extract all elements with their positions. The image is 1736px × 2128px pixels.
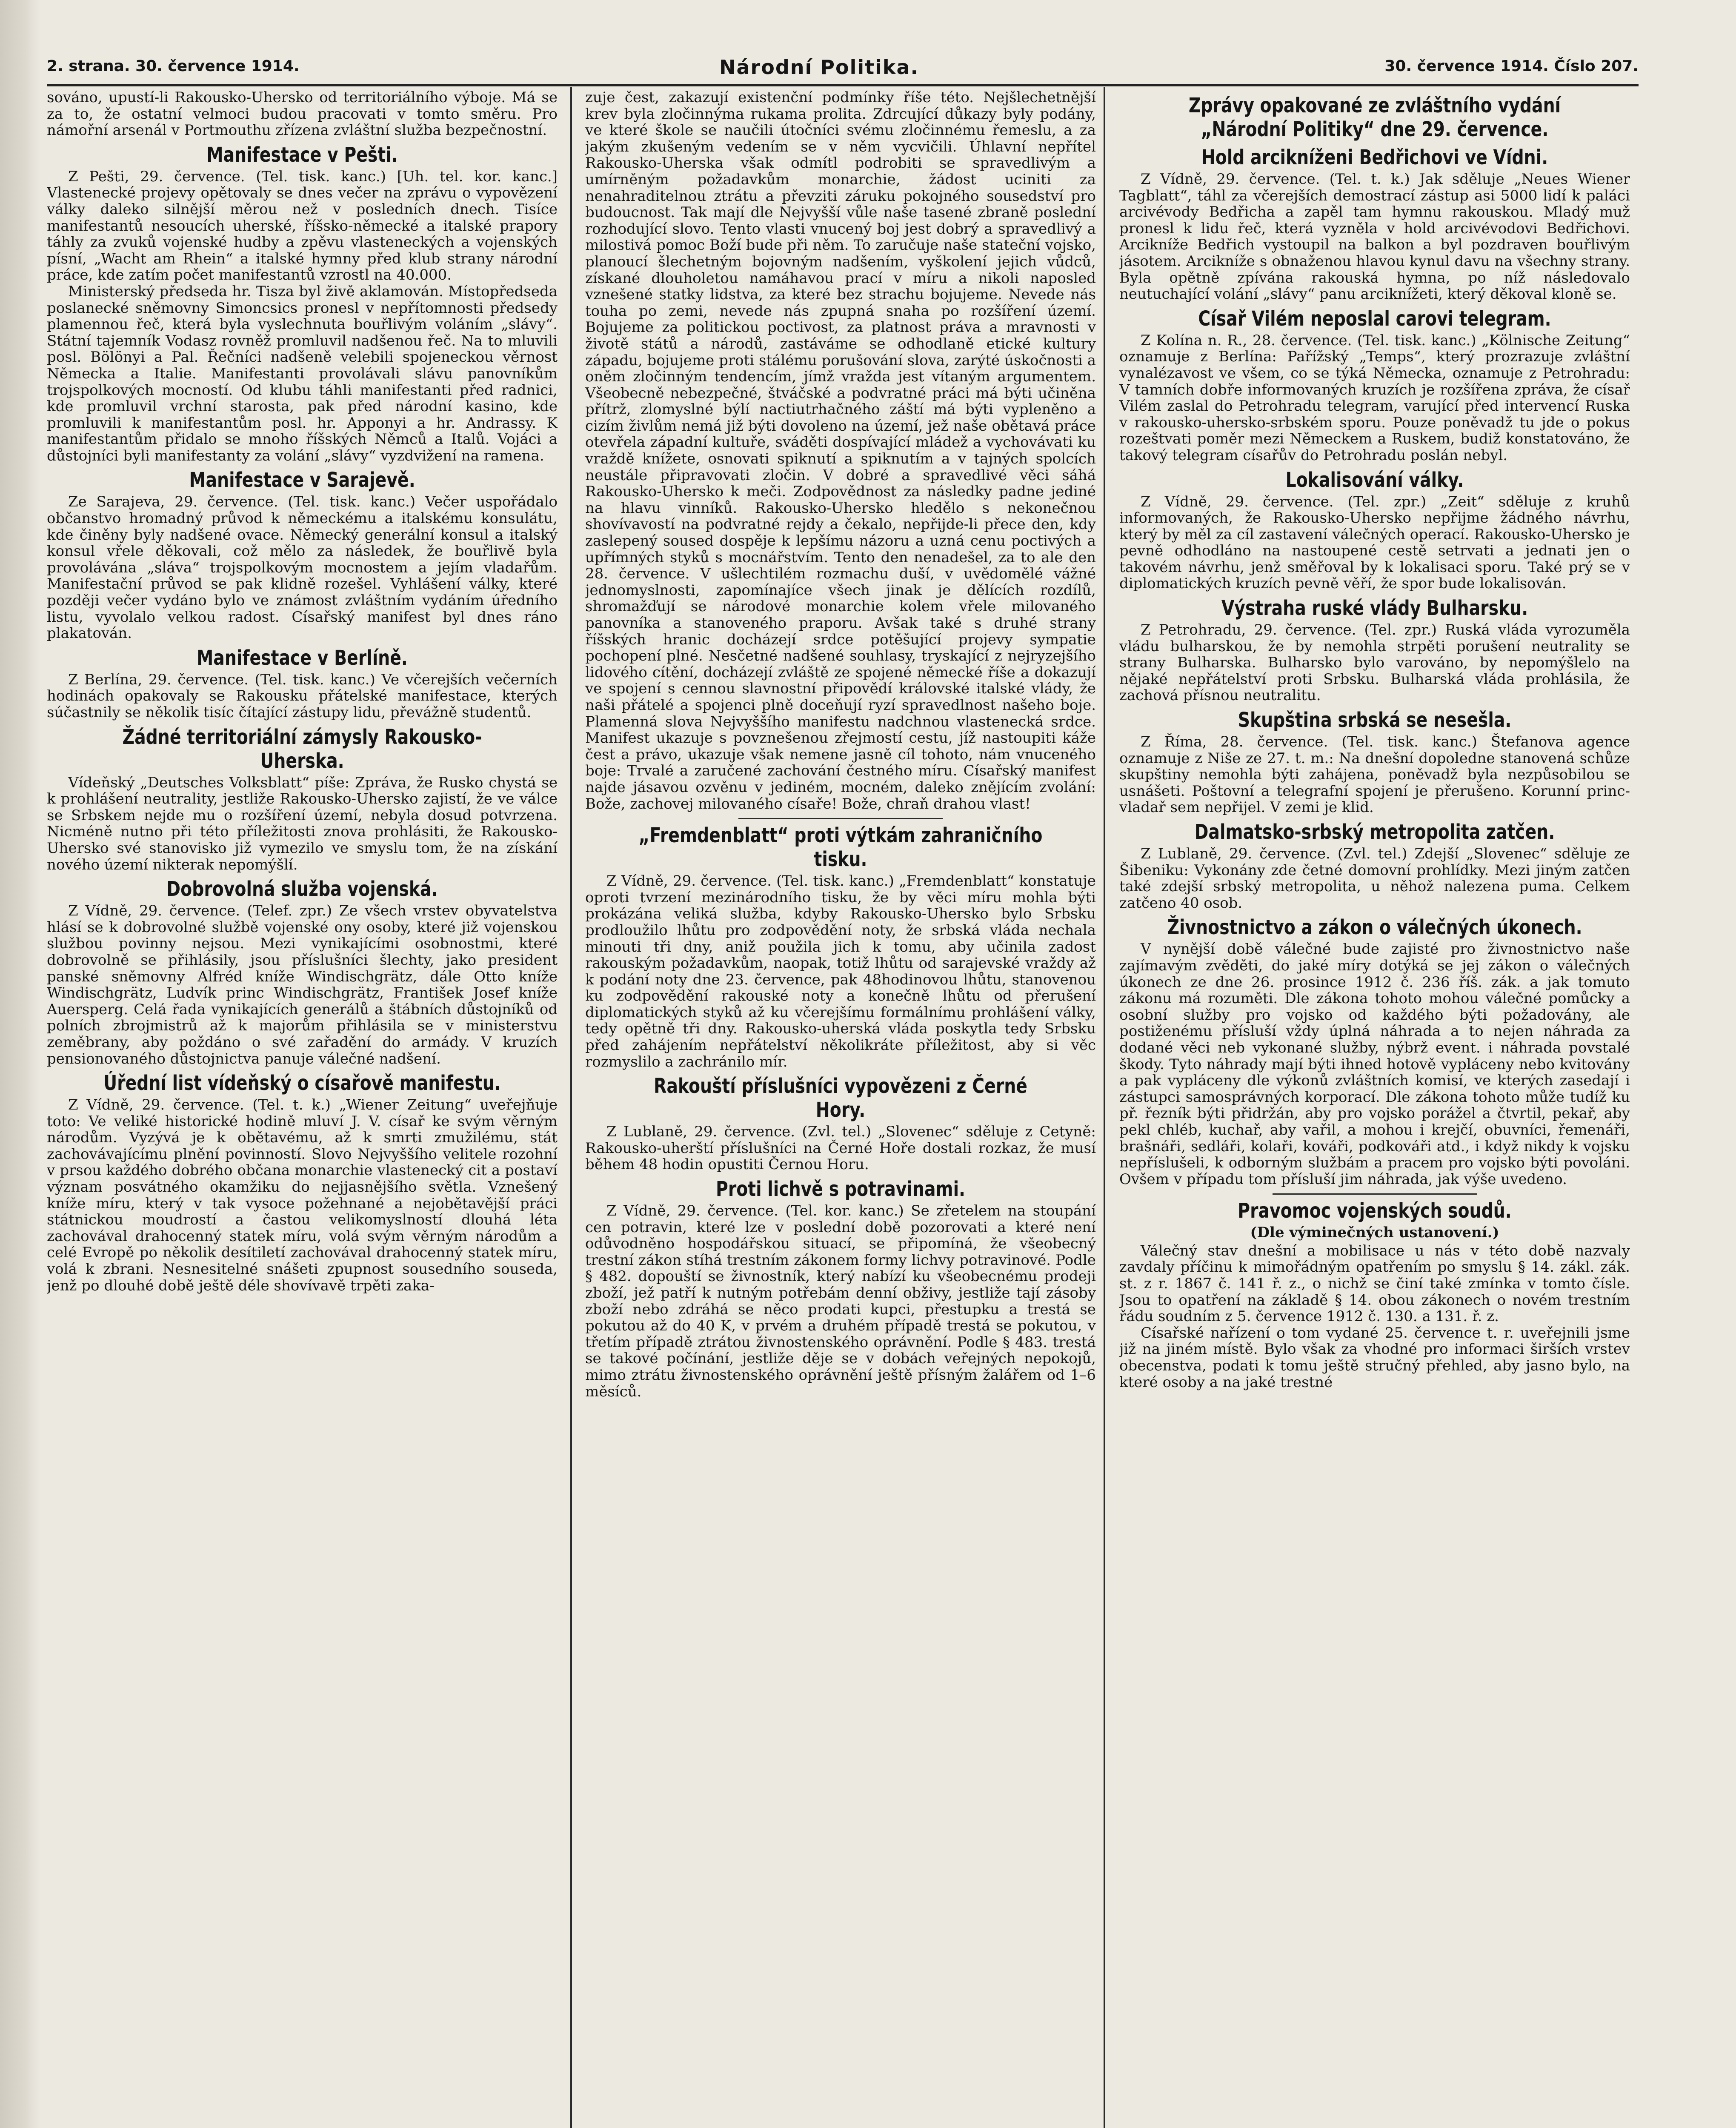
headline-skupstina: Skupština srbská se nesešla. bbox=[1238, 708, 1512, 732]
column-1 bbox=[47, 89, 558, 2128]
section-rule bbox=[1273, 1193, 1477, 1195]
article-body: Z Pešti, 29. července. (Tel. tisk. kanc.) [Uh. tel. kor. kanc.] Vlastenecké projevy opětovaly se dnes večer na zprávu o vypovězení války daleko silnější měrou než v posledních dnech. Tisíce manifestantů nesoucích uherské, říšsko-německé a italské prapory táhly za zvuků vojenské hudby a zpěvu vlasteneckých a vojenských písní, „Wacht am Rhein“ a italské hymny před klub strany národní práce, kde zatím počet manifestantů vzrostl na 40.000. bbox=[47, 168, 558, 284]
headline-trades-war-law: Živnostnictvo a zákon o válečných úkonech. bbox=[1167, 915, 1582, 940]
headline-official-gazette: Úřední list vídeňský o císařově manifestu. bbox=[103, 1071, 501, 1095]
column-rule-2 bbox=[1104, 87, 1105, 2128]
headline-volunteer-service: Dobrovolná služba vojenská. bbox=[166, 877, 438, 901]
masthead-title: Národní Politika. bbox=[719, 56, 919, 79]
headline-metropolitan-arrested: Dalmatsko-srbský metropolita zatčen. bbox=[1194, 820, 1555, 844]
article-body: Válečný stav dnešní a mobilisace u nás v této době nazvaly zavdaly příčinu k mimořádným opatřením po smyslu § 14. zákl. zák. st. z r. 1867 č. 141 ř. z., o nichž se činí také zmínka v tomto čísle. Jsou to opatření na základě § 14. obou zákonech o novém trestním řádu soudním z 5. července 1912 č. 130. a 131. ř. z. bbox=[1119, 1242, 1630, 1325]
section-rule bbox=[738, 818, 943, 819]
headline-food-usury: Proti lichvě s potravinami. bbox=[715, 1177, 966, 1201]
article-body: Z Vídně, 29. července. (Tel. kor. kanc.) Se zřetelem na stoupání cen potravin, které lze v poslední době pozorovati a které není odůvodněno hospodářskou situací, se připomíná, že všeobecný trestní zákon stíhá trestním zákonem formy lichvy potravinové. Podle § 482. dopouští se živnostník, který nabízí ku všeobecnému prodeji zboží, jež patří k nutným potřebám denní obživy, jestliže tají zásoby zboží nebo zdráhá se něco prodati kupci, přestupku a trestá se pokutou až do 40 K, v prvém a druhém případě trestá se pokutou, v třetím případě ztrátou živnostenského oprávnění. Podle § 483. trestá se takové počínání, jestliže děje se v dobách veřejných nepokojů, mimo ztrátu živnostenského oprávnění ještě přísným žalářem od 1–6 měsíců. bbox=[585, 1202, 1096, 1400]
article-body: Ministerský předseda hr. Tisza byl živě aklamován. Místopředseda poslanecké sněmovny Simoncsics pronesl v nepřítomnosti předsedy plamennou řeč, která byla vyslechnuta bouřlivým voláním „slávy“. Státní tajemník Vodasz rovněž promluvil nadšenou řeč. Na to mluvili posl. Bölönyi a Pal. Řečníci nadšeně velebili spojeneckou věrnost Německa a Italie. Manifestanti provolávali slávu panovníkům trojspolkových mocností. Od klubu táhli manifestanti před radnici, kde promluvil vrchní starosta, pak před národní kasino, kde promluvili k manifestantům posl. hr. Apponyi a hr. Andrassy. K manifestantům přidalo se mnoho říšských Němců a Italů. Vojáci a důstojníci byli manifestanty za volání „slávy“ vyzdvižení na ramena. bbox=[47, 283, 558, 464]
header-date-issue: 30. července 1914. Číslo 207. bbox=[1384, 57, 1639, 75]
article-body: V nynější době válečné bude zajisté pro živnostnictvo naše zajímavým zvěděti, do jaké míry dotýká se jej zákon o válečných úkonech ze dne 26. prosince 1912 č. 236 říš. zák. a jak tomuto zákonu má rozuměti. Dle zákona tohoto mohou válečné pomůcky a osobní služby pro vojsko od každého býti požadovány, ale postiženému přísluší vždy úplná náhrada a to nejen náhrada za dodané věci neb vykonané služby, nýbrž event. i náhrada povstalé škody. Tyto náhrady mají býti ihned hotově vypláceny nebo kvitovány a pak vypláceny dle výkonů zvláštních komisí, ve kterých zasedají i zástupci samosprávných korporací. Dle zákona tohoto může tudíž ku př. řezník býti přidržán, aby pro vojsko porážel a čtvrtil, pekař, aby pekl chléb, kuchař, aby vařil, a mohou i krejčí, obuvníci, řemenáři, brašnáři, sedláři, kolaři, kováři, podkováři atd., i když nikdy k vojsku nepříslušeli, k odborným službám a pracem pro vojsko býti povoláni. Ovšem v případu tom přísluší jim náhrada, jak výše uvedeno. bbox=[1119, 941, 1630, 1188]
article-body: Z Vídně, 29. července. (Tel. zpr.) „Zeit“ sděluje z kruhů informovaných, že Rakousko-Uhersko nepřijme žádného návrhu, který by měl za cíl zastavení válečných operací. Rakousko-Uhersko je pevně odhodláno na nastoupené cestě setrvati a jednati jen o takovém návrhu, jenž směřoval by k lokalisaci sporu. Také prý se v diplomatických kruzích pevně věří, že spor bude lokalisován. bbox=[1119, 493, 1630, 592]
headline-special-edition: Zprávy opakované ze zvláštního vydání „Národní Politiky“ dne 29. července. bbox=[1188, 94, 1561, 141]
continued-text: sováno, upustí-li Rakousko-Uhersko od territoriálního výboje. Má se za to, že ostatní velmoci budou pracovati v tomto směru. Pro námořní arsenál v Portmouthu zřízena zvláštní služba bezpečnostní. bbox=[47, 89, 558, 139]
article-body: Z Petrohradu, 29. července. (Tel. zpr.) Ruská vláda vyrozuměla vládu bulharskou, že by nemohla strpěti porušení neutrality se strany Bulharska. Bulharsko bylo varováno, by nepomýšlelo na nějaké nepřátelství proti Srbsku. Bulharská vláda prohlásila, že zachová přísnou neutralitu. bbox=[1119, 621, 1630, 704]
article-body: Z Berlína, 29. července. (Tel. tisk. kanc.) Ve včerejších večerních hodinách opakovaly se Rakousku přátelské manifestace, kterých súčastnily se několik tisíc čítající zástupy lidu, převážně studentů. bbox=[47, 671, 558, 721]
header-page-date: 2. strana. 30. července 1914. bbox=[47, 57, 300, 75]
headline-manifestace-sarajevo: Manifestace v Sarajevě. bbox=[189, 468, 415, 492]
article-body: Z Lublaně, 29. července. (Zvl. tel.) „Slovenec“ sděluje z Cetyně: Rakousko-uherští příslušníci na Černé Hoře dostali rozkaz, že musí během 48 hodin opustiti Černou Horu. bbox=[585, 1123, 1096, 1173]
headline-expelled-montenegro: Rakouští příslušníci vypovězeni z Černé Hory. bbox=[654, 1074, 1027, 1122]
article-body: Vídeňský „Deutsches Volksblatt“ píše: Zpráva, že Rusko chystá se k prohlášení neutrality, jestliže Rakousko-Uhersko zajistí, že ve válce se Srbskem nejde mu o rozšíření území, nebyla dosud potvrzena. Nicméně nutno při této příležitosti znova prohlásiti, že Rakousko-Uhersko své stanovisko již vymezilo ve smyslu tom, že na získání nového území nikterak nepomýšlí. bbox=[47, 774, 558, 873]
article-body: Z Vídně, 29. července. (Tel. tisk. kanc.) „Fremdenblatt“ konstatuje oproti tvrzení mezinárodního tisku, že by věci míru mohla býti prokázána veliká služba, kdyby Rakousko-Uhersko bylo Srbsku prodloužilo lhůtu pro zodpovědění noty, že srbská vláda nechala minouti tři dny, aniž použila jich k tomu, aby učinila zadost rakouským požadavkům, naopak, totiž lhůtu od sarajevské vraždy až k podání noty dne 23. července, pak 48hodinovou lhůtu, stanovenou ku zodpovědění rakouské noty a konečně lhůtu od přerušení diplomatických styků až ku včerejšímu formálnímu prohlášení války, tedy opětně tři dny. Rakousko-uherská vláda poskytla tedy Srbsku před zahájením nepřátelství několikráte příležitost, aby si věc rozmyslilo a zachránilo mír. bbox=[585, 872, 1096, 1070]
headline-territorial-claims: Žádné territoriální zámysly Rakousko-Uherska. bbox=[122, 725, 482, 773]
article-body: Z Kolína n. R., 28. července. (Tel. tisk. kanc.) „Kölnische Zeitung“ oznamuje z Berlína: Pařížský „Temps“, který prozrazuje zvláštní vynalézavost ve všem, co se týká Německa, oznamuje z Petrohradu: V tamních dobře informovaných kruzích je rozšířena zpráva, že císař Vilém zaslal do Petrohradu telegram, varující před intervencí Ruska v rakousko-uhersko-srbském sporu. Pouze poněvadž tu jde o pokus rozeštvati poměr mezi Německem a Ruskem, budiž konstatováno, že takový telegram císařův do Petrohradu poslán nebyl. bbox=[1119, 332, 1630, 464]
article-body: Z Vídně, 29. července. (Tel. t. k.) Jak sděluje „Neues Wiener Tagblatt“, táhl za včerejších demostrací zástup asi 5000 lidí k paláci arcivévody Bedřicha a zapěl tam hymnu rakouskou. Mladý muž pronesl k lidu řeč, která vyzněla v hold arcivévodovi Bedřichovi. Arcikníže Bedřich vystoupil na balkon a byl pozdraven bouřlivým jásotem. Arcikníže s obnaženou hlavou kynul davu na všechny strany. Byla opětně zpívána rakouská hymna, po níž následovalo neutuchající volání „slávy“ panu arciknížeti, který děkoval kloně se. bbox=[1119, 171, 1630, 303]
header-rule bbox=[47, 84, 1639, 86]
subheadline: (Dle výminečných ustanovení.) bbox=[1250, 1224, 1499, 1241]
headline-manifestace-berlin: Manifestace v Berlíně. bbox=[197, 646, 408, 670]
headline-manifestace-pest: Manifestace v Pešti. bbox=[206, 143, 398, 167]
article-body: Z Lublaně, 29. července. (Zvl. tel.) Zdejší „Slovenec“ sděluje ze Šibeniku: Vykonány zde četné domovní prohlídky. Mezi jiným zatčen také zdejší srbský metropolita, u něhož nalezena puma. Celkem zatčeno 40 osob. bbox=[1119, 845, 1630, 912]
column-2 bbox=[585, 89, 1096, 2128]
article-body: Z Vídně, 29. července. (Telef. zpr.) Ze všech vrstev obyvatelstva hlásí se k dobrovolné službě vojenské ony osoby, které již vojenskou službou povinny nejsou. Mezi vynikajícími osobnostmi, které dobrovolně se přihlásily, jsou příslušníci šlechty, jako president panské sněmovny Alfréd kníže Windischgrätz, dále Otto kníže Windischgrätz, Ludvík princ Windischgrätz, František Josef kníže Auersperg. Celá řada vynikajících generálů a štábních důstojníků od polních zbrojmistrů až k majorům přihlásila se v ministerstvu zeměbrany, aby poždáno o své zařadění do armády. V kruzích pensionovaného důstojnictva panuje válečné nadšení. bbox=[47, 902, 558, 1067]
article-body: Z Říma, 28. července. (Tel. tisk. kanc.) Štefanova agence oznamuje z Niše ze 27. t. m.: Na dnešní dopoledne stanovená schůze skupštiny nemohla býti zahájena, poněvadž byla nezpůsobilou se usnášeti. Poštovní a telegrafní spojení je přerušeno. Korunní princ-vladař sem nepřijel. V zemi je klid. bbox=[1119, 733, 1630, 816]
page-header bbox=[47, 57, 1639, 83]
article-body: Ze Sarajeva, 29. července. (Tel. tisk. kanc.) Večer uspořádalo občanstvo hromadný průvod k německému a italskému konsulátu, kde činěny byly nadšené ovace. Německý generální konsul a italský konsul vřele děkovali, což mělo za následek, že bouřlivě byla provolávána „sláva“ trojspolkovým mocnostem a jejím vladařům. Manifestační průvod se pak klidně rozešel. Vyhlášení války, které později večer vydáno bylo ve známost zvláštním vydáním úředního listu, vyvolalo velkou radost. Císařský manifest byl dnes ráno plakatován. bbox=[47, 493, 558, 642]
continued-text: zuje čest, zakazují existenční podmínky říše této. Nejšlechetnější krev byla zločinnýma rukama prolita. Zdrcující důkazy byly podány, ve které škole se naučili útočníci svému zločinnému řemeslu, a za jakým zkušeným vedením se v něm vycvičili. Úhlavní nepřítel Rakousko-Uherska však odmítl podrobiti se spravedlivým a umírněným požadavkům monarchie, žádost uciniti za nenahraditelnou ztrátu a převziti záruku pokojného sousedství pro budoucnost. Tak mají dle Nejvyšší vůle naše tasené zbraně poslední rozhodující slovo. Tento vlasti vnucený boj jest dobrý a spravedlivý a milostivá pomoc Boží bude při něm. To zaručuje naše stateční vojsko, planoucí šlechetným bojovným nadšením, vyškolení jejich vůdců, získané dlouholetou namáhavou prací v míru a nikoli naposled vznešené statky lidstva, za které bez strachu bojujeme. Nevede nás touha po zemi, nevede nás zpupná snaha po rozšíření území. Bojujeme za politickou poctivost, za platnost práva a mravnosti v životě států a národů, zastáváme se odhodlaně etické kultury západu, bojujeme proti stálému porušování slova, zarýté úskočnosti a oněm zločinným tendencím, jímž vražda jest vítaným argumentem. Všeobecně nebezpečné, štváčské a podvratné práci má býti učiněna přítrž, zlomyslné býlí nactiutrhačného záští má býti vypleněno a cizím živlům nemá již býti dovoleno na území, jež naše obětavá práce otevřela západní kultuře, sváděti dospívající mládež a vychovávati ku vraždě knížete, osnovati spiknutí a spiknutím a v tajných spolcích neustále připravovati zločin. V dobré a spravedlivé věci sáhá Rakousko-Uhersko k meči. Zodpovědnost za následky padne jediné na hlavu vinníků. Rakousko-Uhersko hledělo s nekonečnou shovívavostí na podvratné rejdy a čekalo, nepřijde-li přece den, kdy zaslepený soused dospěje k lepšímu názoru a uzná cenu poctivých a upřímných styků s mocnářstvím. Tento den nenadešel, za to ale den 28. července. V ušlechtilém rozmachu duší, v uvědomělé vážné jednomyslnosti, zapomínajíce všech jinak je dělících rozdílů, shromažďují se národové monarchie kolem vřele milovaného panovníka a stanoveného praporu. Avšak také s druhé strany říšských hranic docházejí srdce potěšující projevy sympatie pochopení plné. Nesčetné nadšené souhlasy, tryskající z nejryzejšího lidového cítění, docházejí zvláště ze spojené německé říše a dokazují ve spojení s cennou slavnostní připovědí královské italské vlády, že naši přátelé a spojenci plně doceňují ryzí spravedlnost našeho boje. Plamenná slova Nejvyššího manifestu nadchnou vlastenecká srdce. Manifest ukazuje s povznešenou zřejmostí cestu, jíž nastoupiti káže čest a právo, ukazuje však nemene jasně cíl tohoto, nám vnuceného boje: Trvalé a zaručené zachování čestného míru. Císařský manifest najde jásavou ozvěnu v jediném, mocném, daleko znějícím zvolání: Bože, zachovej milovaného císaře! Bože, chraň drahou vlast! bbox=[585, 89, 1096, 812]
article-body: Císařské nařízení o tom vydané 25. července t. r. uveřejnili jsme již na jiném místě. Bylo však za vhodné pro informaci širších vrstev obecenstva, podati k tomu ještě stručný přehled, aby jasno bylo, na které osoby a na jaké trestné bbox=[1119, 1324, 1630, 1391]
headline-kaiser-telegram: Císař Vilém neposlal carovi telegram. bbox=[1198, 306, 1551, 331]
headline-archduke-homage: Hold arcikníženi Bedřichovi ve Vídni. bbox=[1201, 146, 1548, 169]
headline-military-courts: Pravomoc vojenských soudů. bbox=[1238, 1199, 1512, 1223]
column-3 bbox=[1119, 89, 1630, 2128]
article-body: Z Vídně, 29. července. (Tel. t. k.) „Wiener Zeitung“ uveřejňuje toto: Ve veliké historické hodině mluví J. V. císař ke svým věrným národům. Vyzývá je k obětavému, až k smrti zmužilému, stát zachovávajícímu plnění povinností. Slovo Nejvyššího velitele rozohní v prsou každého dobrého občana monarchie vlastenecký cit a postaví význam posvátného okamžiku do nejjasnějšího světla. Vznešený kníže míru, který v tak vysoce požehnané a nejobětavější práci státnickou moudrostí a častou velikomyslností dlouhá léta zachovával drahocenný statek míru, volá svým věrným národům a celé Evropě po několik desítiletí zachovával drahocenný statek míru, volá k zbrani. Nesnesitelné snášeti zpupnost sousedního souseda, jenž po dlouhé době ještě déle shovívavě trpěti zaka- bbox=[47, 1096, 558, 1294]
headline-fremdenblatt: „Fremdenblatt“ proti výtkám zahraničního tisku. bbox=[638, 824, 1043, 872]
headline-localisation: Lokalisování války. bbox=[1285, 468, 1464, 492]
binding-edge bbox=[0, 0, 40, 2128]
column-rule-1 bbox=[570, 87, 572, 2128]
headline-russian-warning: Výstraha ruské vlády Bulharsku. bbox=[1221, 596, 1528, 621]
